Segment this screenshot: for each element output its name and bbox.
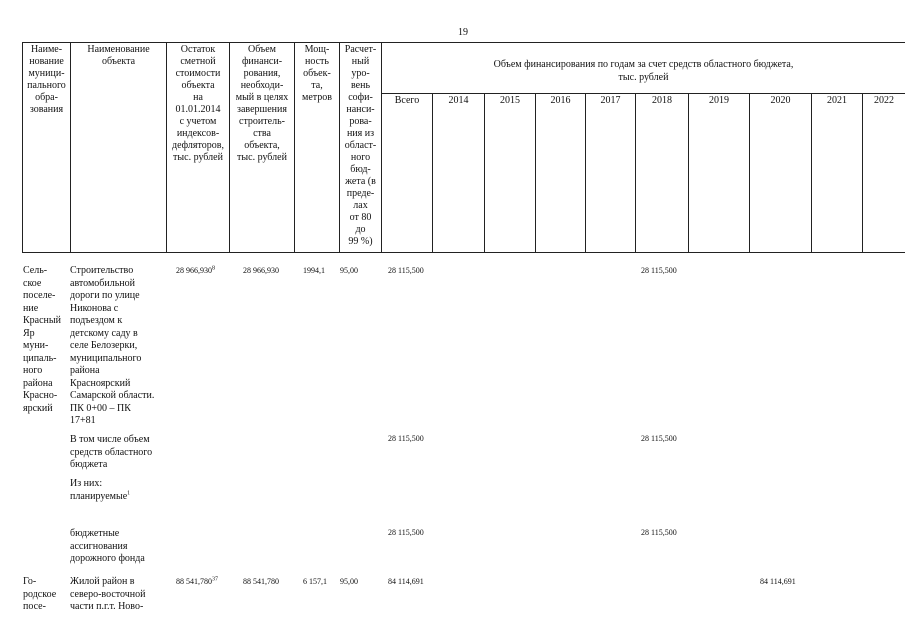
- header-capacity: Мощ- ность объек- та, метров: [295, 43, 340, 253]
- row1-remaining: 28 966,930$^8$: [176, 265, 215, 275]
- header-object: Наименование объекта: [71, 43, 167, 253]
- page-number: 19: [458, 27, 468, 38]
- row2-2018: 28 115,500: [641, 434, 677, 443]
- table-header: [22, 42, 905, 253]
- header-year-2014: 2014: [433, 94, 485, 253]
- row1-object: Строительство автомобильной дороги по улице Никонова с подъездом к детскому саду в селе Белозерки, муниципального района Красноярский Самарской области. ПК 0+00 – ПК 17+81: [70, 265, 155, 426]
- row5-volume: 88 541,780: [243, 577, 279, 586]
- row1-2018: 28 115,500: [641, 266, 677, 275]
- header-remaining: Остаток сметной стоимости объекта на 01.01.2014 с учетом индексов- дефляторов, тыс. рублей: [167, 43, 230, 253]
- row4-2018: 28 115,500: [641, 528, 677, 537]
- header-year-2016: 2016: [536, 94, 586, 253]
- row1-share: 95,00: [340, 266, 358, 275]
- header-year-2019: 2019: [689, 94, 750, 253]
- row5-share: 95,00: [340, 577, 358, 586]
- row4-object: бюджетные ассигнования дорожного фонда: [70, 528, 145, 564]
- row5-total: 84 114,691: [388, 577, 424, 586]
- header-funding-group: Объем финансирования по годам за счет средств областного бюджета, тыс. рублей: [382, 43, 905, 94]
- header-year-2018: 2018: [636, 94, 689, 253]
- header-year-2015: 2015: [485, 94, 536, 253]
- header-year-2020: 2020: [750, 94, 812, 253]
- row4-total: 28 115,500: [388, 528, 424, 537]
- row5-capacity: 6 157,1: [303, 577, 327, 586]
- header-year-total: Всего: [382, 94, 433, 253]
- row5-remaining: 88 541,780$^{37}$: [176, 576, 218, 586]
- row3-object: Из них: планируемые$^1$: [70, 478, 131, 502]
- row1-capacity: 1994,1: [303, 266, 325, 275]
- header-share: Расчет- ный уро- вень софи- нанси- рова- ния из област- ного бюд- жета (в преде- лах от 80 до 99 %): [340, 43, 382, 253]
- row1-volume: 28 966,930: [243, 266, 279, 275]
- header-year-2021: 2021: [812, 94, 863, 253]
- header-municipality: Наиме- нование муници- пального обра- зования: [23, 43, 71, 253]
- row2-object: В том числе объем средств областного бюджета: [70, 434, 153, 470]
- header-year-2017: 2017: [586, 94, 636, 253]
- row2-total: 28 115,500: [388, 434, 424, 443]
- row1-municipality: Сель- ское поселе- ние Красный Яр муни- ципаль- ного района Красно- ярский: [23, 265, 61, 414]
- row5-municipality: Го- родское посе-: [23, 576, 57, 612]
- row1-total: 28 115,500: [388, 266, 424, 275]
- row5-2020: 84 114,691: [760, 577, 796, 586]
- header-year-2022: 2022: [863, 94, 905, 253]
- header-volume: Объем финанси- рования, необходи- мый в целях завершения строитель- ства объекта, тыс. рублей: [230, 43, 295, 253]
- row5-object: Жилой район в северо-восточной части п.г.т. Ново-: [70, 576, 146, 612]
